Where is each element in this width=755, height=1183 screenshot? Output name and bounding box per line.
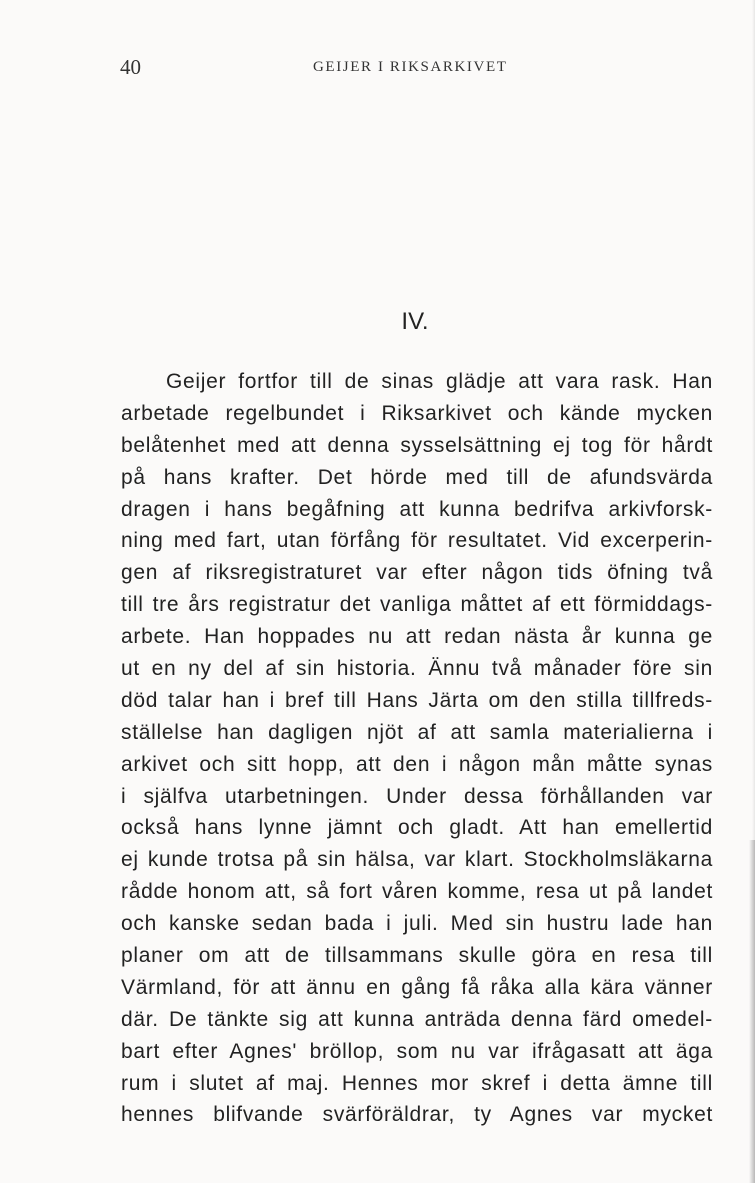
text-line: ning med fart, utan förfång för resultatet. Vid excerperin-: [121, 529, 713, 553]
text-line: död talar han i bref till Hans Järta om den stilla tillfreds-: [121, 688, 713, 712]
text-line: arbetade regelbundet i Riksarkivet och kände mycken: [121, 401, 713, 425]
text-line: arkivet och sitt hopp, att den i någon mån måtte synas: [121, 752, 713, 776]
section-heading: IV.: [401, 308, 429, 335]
text-line: hennes blifvande svärföräldrar, ty Agnes var mycket: [121, 1103, 713, 1127]
running-head: GEIJER I RIKSARKIVET: [313, 59, 508, 75]
text-line: i själfva utarbetningen. Under dessa förhållanden var: [121, 784, 713, 808]
text-line: till tre års registratur det vanliga måttet af ett förmiddags-: [121, 593, 713, 617]
text-line: ut en ny del af sin historia. Ännu två månader före sin: [121, 657, 713, 681]
text-line: gen af riksregistraturet var efter någon tids öfning två: [121, 561, 713, 585]
text-line: på hans krafter. Det hörde med till de afundsvärda: [121, 465, 713, 489]
text-line: arbete. Han hoppades nu att redan nästa år kunna ge: [121, 625, 713, 649]
text-line: där. De tänkte sig att kunna anträda denna färd omedel-: [121, 1007, 713, 1031]
text-line: Geijer fortfor till de sinas glädje att vara rask. Han: [166, 370, 713, 393]
text-line: Värmland, för att ännu en gång få råka alla kära vänner: [121, 975, 713, 999]
text-line: dragen i hans begåfning att kunna bedrifva arkivforsk-: [121, 497, 713, 521]
page-number: 40: [120, 55, 141, 79]
page-edge-shadow-lower: [749, 840, 755, 1183]
text-line: ställelse han dagligen njöt af att samla materialierna i: [121, 720, 713, 744]
text-line: också hans lynne jämnt och gladt. Att han emellertid: [121, 816, 713, 840]
text-line: bart efter Agnes' bröllop, som nu var ifrågasatt att äga: [121, 1039, 713, 1063]
body-text: [121, 366, 713, 1131]
text-line: planer om att de tillsammans skulle göra en resa till: [121, 944, 713, 968]
text-line: rum i slutet af maj. Hennes mor skref i detta ämne till: [121, 1071, 713, 1095]
text-line: rådde honom att, så fort våren komme, resa ut på landet: [121, 880, 713, 904]
text-line: och kanske sedan bada i juli. Med sin hustru lade han: [121, 912, 713, 936]
text-line: ej kunde trotsa på sin hälsa, var klart. Stockholmsläkarna: [121, 848, 713, 872]
text-line: belåtenhet med att denna sysselsättning ej tog för hårdt: [121, 433, 713, 457]
